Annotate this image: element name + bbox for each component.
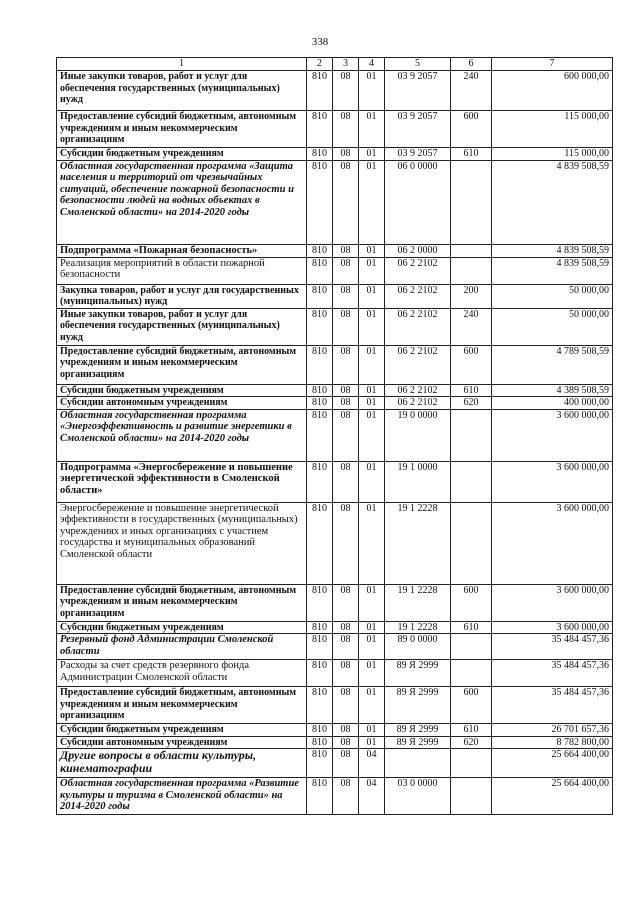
ministry-code-cell: 810 [307,724,333,737]
expense-type-cell [451,409,492,461]
target-article-cell: 19 1 0000 [385,461,451,502]
ministry-code-cell: 810 [307,111,333,148]
ministry-code-cell: 810 [307,749,333,778]
table-row [57,308,613,345]
target-article-cell: 06 2 2102 [385,308,451,345]
expense-type-cell [451,257,492,284]
section-code-cell: 08 [333,634,359,660]
row-name-cell: Подпрограмма «Энергосбережение и повышение энергетической эффективности в Смоленской области» [57,461,307,502]
ministry-code-cell: 810 [307,244,333,257]
row-name-cell: Субсидии бюджетным учреждениям [57,621,307,634]
table-row [57,584,613,621]
expense-type-cell [451,502,492,584]
target-article-cell: 89 Я 2999 [385,660,451,687]
row-name-cell: Другие вопросы в области культуры, кинематографии [57,749,307,778]
section-code-cell: 08 [333,284,359,308]
section-code-cell: 08 [333,244,359,257]
target-article-cell: 06 2 2102 [385,284,451,308]
section-code-cell: 08 [333,621,359,634]
ministry-code-cell: 810 [307,148,333,161]
target-article-cell: 06 2 2102 [385,345,451,384]
target-article-cell: 06 2 0000 [385,244,451,257]
row-name-cell: Предоставление субсидий бюджетным, автономным учреждениям и иным некоммерческим организациям [57,584,307,621]
subsection-code-cell: 01 [359,409,385,461]
row-name-cell: Подпрограмма «Пожарная безопасность» [57,244,307,257]
row-name-cell: Предоставление субсидий бюджетным, автономным учреждениям и иным некоммерческим организациям [57,111,307,148]
ministry-code-cell: 810 [307,502,333,584]
target-article-cell: 19 0 0000 [385,409,451,461]
target-article-cell: 89 Я 2999 [385,736,451,749]
subsection-code-cell: 01 [359,502,385,584]
expense-type-cell: 600 [451,687,492,724]
target-article-cell [385,749,451,778]
expense-type-cell: 200 [451,284,492,308]
ministry-code-cell: 810 [307,160,333,244]
page-number: 338 [311,36,329,48]
table-row [57,778,613,815]
section-code-cell: 08 [333,257,359,284]
subsection-code-cell: 04 [359,778,385,815]
table-row [57,284,613,308]
amount-cell: 4 839 508,59 [492,257,613,284]
row-name-cell: Предоставление субсидий бюджетным, автономным учреждениям и иным некоммерческим организациям [57,345,307,384]
section-code-cell: 08 [333,724,359,737]
ministry-code-cell: 810 [307,384,333,397]
ministry-code-cell: 810 [307,584,333,621]
amount-cell: 4 389 508,59 [492,384,613,397]
section-code-cell: 08 [333,148,359,161]
section-code-cell: 08 [333,584,359,621]
target-article-cell: 19 1 2228 [385,502,451,584]
subsection-code-cell: 01 [359,724,385,737]
row-name-cell: Субсидии бюджетным учреждениям [57,384,307,397]
expense-type-cell [451,461,492,502]
subsection-code-cell: 04 [359,749,385,778]
section-code-cell: 08 [333,384,359,397]
amount-cell: 35 484 457,36 [492,660,613,687]
target-article-cell: 89 0 0000 [385,634,451,660]
table-row [57,397,613,410]
subsection-code-cell: 01 [359,384,385,397]
target-article-cell: 89 Я 2999 [385,687,451,724]
subsection-code-cell: 01 [359,160,385,244]
expense-type-cell: 610 [451,621,492,634]
subsection-code-cell: 01 [359,345,385,384]
subsection-code-cell: 01 [359,111,385,148]
section-code-cell: 08 [333,461,359,502]
section-code-cell: 08 [333,111,359,148]
expense-type-cell: 600 [451,345,492,384]
ministry-code-cell: 810 [307,284,333,308]
table-row [57,621,613,634]
section-code-cell: 08 [333,71,359,111]
row-name-cell: Расходы за счет средств резервного фонда Администрации Смоленской области [57,660,307,687]
table-row [57,345,613,384]
header-cell: 1 [57,58,307,71]
target-article-cell: 03 9 2057 [385,148,451,161]
target-article-cell: 19 1 2228 [385,621,451,634]
table-row [57,502,613,584]
subsection-code-cell: 01 [359,148,385,161]
expense-type-cell [451,749,492,778]
subsection-code-cell: 01 [359,397,385,410]
target-article-cell: 03 9 2057 [385,71,451,111]
amount-cell: 4 789 508,59 [492,345,613,384]
subsection-code-cell: 01 [359,634,385,660]
target-article-cell: 06 2 2102 [385,257,451,284]
section-code-cell: 08 [333,736,359,749]
section-code-cell: 08 [333,409,359,461]
amount-cell: 25 664 400,00 [492,749,613,778]
amount-cell: 35 484 457,36 [492,634,613,660]
header-cell: 2 [307,58,333,71]
expense-type-cell: 240 [451,308,492,345]
target-article-cell: 19 1 2228 [385,584,451,621]
row-name-cell: Иные закупки товаров, работ и услуг для обеспечения государственных (муниципальных) нужд [57,308,307,345]
subsection-code-cell: 01 [359,244,385,257]
row-name-cell: Иные закупки товаров, работ и услуг для обеспечения государственных (муниципальных) нужд [57,71,307,111]
subsection-code-cell: 01 [359,461,385,502]
amount-cell: 4 839 508,59 [492,160,613,244]
table-row [57,749,613,778]
subsection-code-cell: 01 [359,284,385,308]
expense-type-cell: 610 [451,724,492,737]
amount-cell: 600 000,00 [492,71,613,111]
table-row [57,111,613,148]
ministry-code-cell: 810 [307,660,333,687]
ministry-code-cell: 810 [307,621,333,634]
subsection-code-cell: 01 [359,584,385,621]
target-article-cell: 06 2 2102 [385,384,451,397]
expense-type-cell [451,244,492,257]
amount-cell: 3 600 000,00 [492,409,613,461]
table-body [57,71,613,815]
section-code-cell: 08 [333,397,359,410]
table-row [57,660,613,687]
ministry-code-cell: 810 [307,778,333,815]
amount-cell: 25 664 400,00 [492,778,613,815]
ministry-code-cell: 810 [307,308,333,345]
subsection-code-cell: 01 [359,660,385,687]
row-name-cell: Закупка товаров, работ и услуг для государственных (муниципальных) нужд [57,284,307,308]
row-name-cell: Субсидии автономным учреждениям [57,736,307,749]
section-code-cell: 08 [333,778,359,815]
expense-type-cell: 620 [451,397,492,410]
expense-type-cell: 610 [451,148,492,161]
subsection-code-cell: 01 [359,687,385,724]
amount-cell: 4 839 508,59 [492,244,613,257]
target-article-cell: 06 2 2102 [385,397,451,410]
row-name-cell: Реализация мероприятий в области пожарной безопасности [57,257,307,284]
section-code-cell: 08 [333,749,359,778]
header-cell: 3 [333,58,359,71]
expense-type-cell: 600 [451,584,492,621]
section-code-cell: 08 [333,687,359,724]
table-row [57,384,613,397]
row-name-cell: Резервный фонд Администрации Смоленской области [57,634,307,660]
row-name-cell: Предоставление субсидий бюджетным, автономным учреждениям и иным некоммерческим организациям [57,687,307,724]
amount-cell: 400 000,00 [492,397,613,410]
table-row [57,736,613,749]
row-name-cell: Субсидии автономным учреждениям [57,397,307,410]
target-article-cell: 06 0 0000 [385,160,451,244]
header-cell: 6 [451,58,492,71]
table-row [57,409,613,461]
expense-type-cell: 240 [451,71,492,111]
table-row [57,461,613,502]
amount-cell: 3 600 000,00 [492,461,613,502]
amount-cell: 8 782 800,00 [492,736,613,749]
amount-cell: 3 600 000,00 [492,621,613,634]
subsection-code-cell: 01 [359,71,385,111]
header-cell: 5 [385,58,451,71]
section-code-cell: 08 [333,345,359,384]
table-row [57,687,613,724]
ministry-code-cell: 810 [307,461,333,502]
expense-type-cell: 620 [451,736,492,749]
subsection-code-cell: 01 [359,308,385,345]
expense-type-cell [451,660,492,687]
target-article-cell: 03 9 2057 [385,111,451,148]
amount-cell: 3 600 000,00 [492,584,613,621]
table-row [57,634,613,660]
expense-type-cell [451,634,492,660]
table-row [57,160,613,244]
amount-cell: 115 000,00 [492,111,613,148]
ministry-code-cell: 810 [307,71,333,111]
table-row [57,71,613,111]
table-row [57,257,613,284]
row-name-cell: Энергосбережение и повышение энергетической эффективности в государственных (муниципальных) учреждениях и иных организациях с участием государства и муниципальных образований Смоленской области [57,502,307,584]
row-name-cell: Областная государственная программа «Развитие культуры и туризма в Смоленской области» на 2014-2020 годы [57,778,307,815]
amount-cell: 35 484 457,36 [492,687,613,724]
target-article-cell: 03 0 0000 [385,778,451,815]
ministry-code-cell: 810 [307,397,333,410]
budget-table [56,57,613,815]
ministry-code-cell: 810 [307,634,333,660]
section-code-cell: 08 [333,502,359,584]
section-code-cell: 08 [333,160,359,244]
subsection-code-cell: 01 [359,621,385,634]
amount-cell: 50 000,00 [492,308,613,345]
subsection-code-cell: 01 [359,257,385,284]
table-row [57,244,613,257]
expense-type-cell: 600 [451,111,492,148]
subsection-code-cell: 01 [359,736,385,749]
expense-type-cell [451,160,492,244]
row-name-cell: Областная государственная программа «Защита населения и территорий от чрезвычайных ситуаций, обеспечение пожарной безопасности и безопасности людей на водных объектах в Смоленской области» на 2014-2020 годы [57,160,307,244]
row-name-cell: Субсидии бюджетным учреждениям [57,148,307,161]
amount-cell: 26 701 657,36 [492,724,613,737]
ministry-code-cell: 810 [307,345,333,384]
table-row [57,148,613,161]
expense-type-cell: 610 [451,384,492,397]
amount-cell: 50 000,00 [492,284,613,308]
expense-type-cell [451,778,492,815]
ministry-code-cell: 810 [307,409,333,461]
section-code-cell: 08 [333,308,359,345]
amount-cell: 3 600 000,00 [492,502,613,584]
table-row [57,724,613,737]
row-name-cell: Областная государственная программа «Энергоэффективность и развитие энергетики в Смоленской области» на 2014-2020 годы [57,409,307,461]
header-row [57,58,613,71]
target-article-cell: 89 Я 2999 [385,724,451,737]
ministry-code-cell: 810 [307,736,333,749]
amount-cell: 115 000,00 [492,148,613,161]
ministry-code-cell: 810 [307,257,333,284]
header-cell: 4 [359,58,385,71]
ministry-code-cell: 810 [307,687,333,724]
section-code-cell: 08 [333,660,359,687]
row-name-cell: Субсидии бюджетным учреждениям [57,724,307,737]
header-cell: 7 [492,58,613,71]
